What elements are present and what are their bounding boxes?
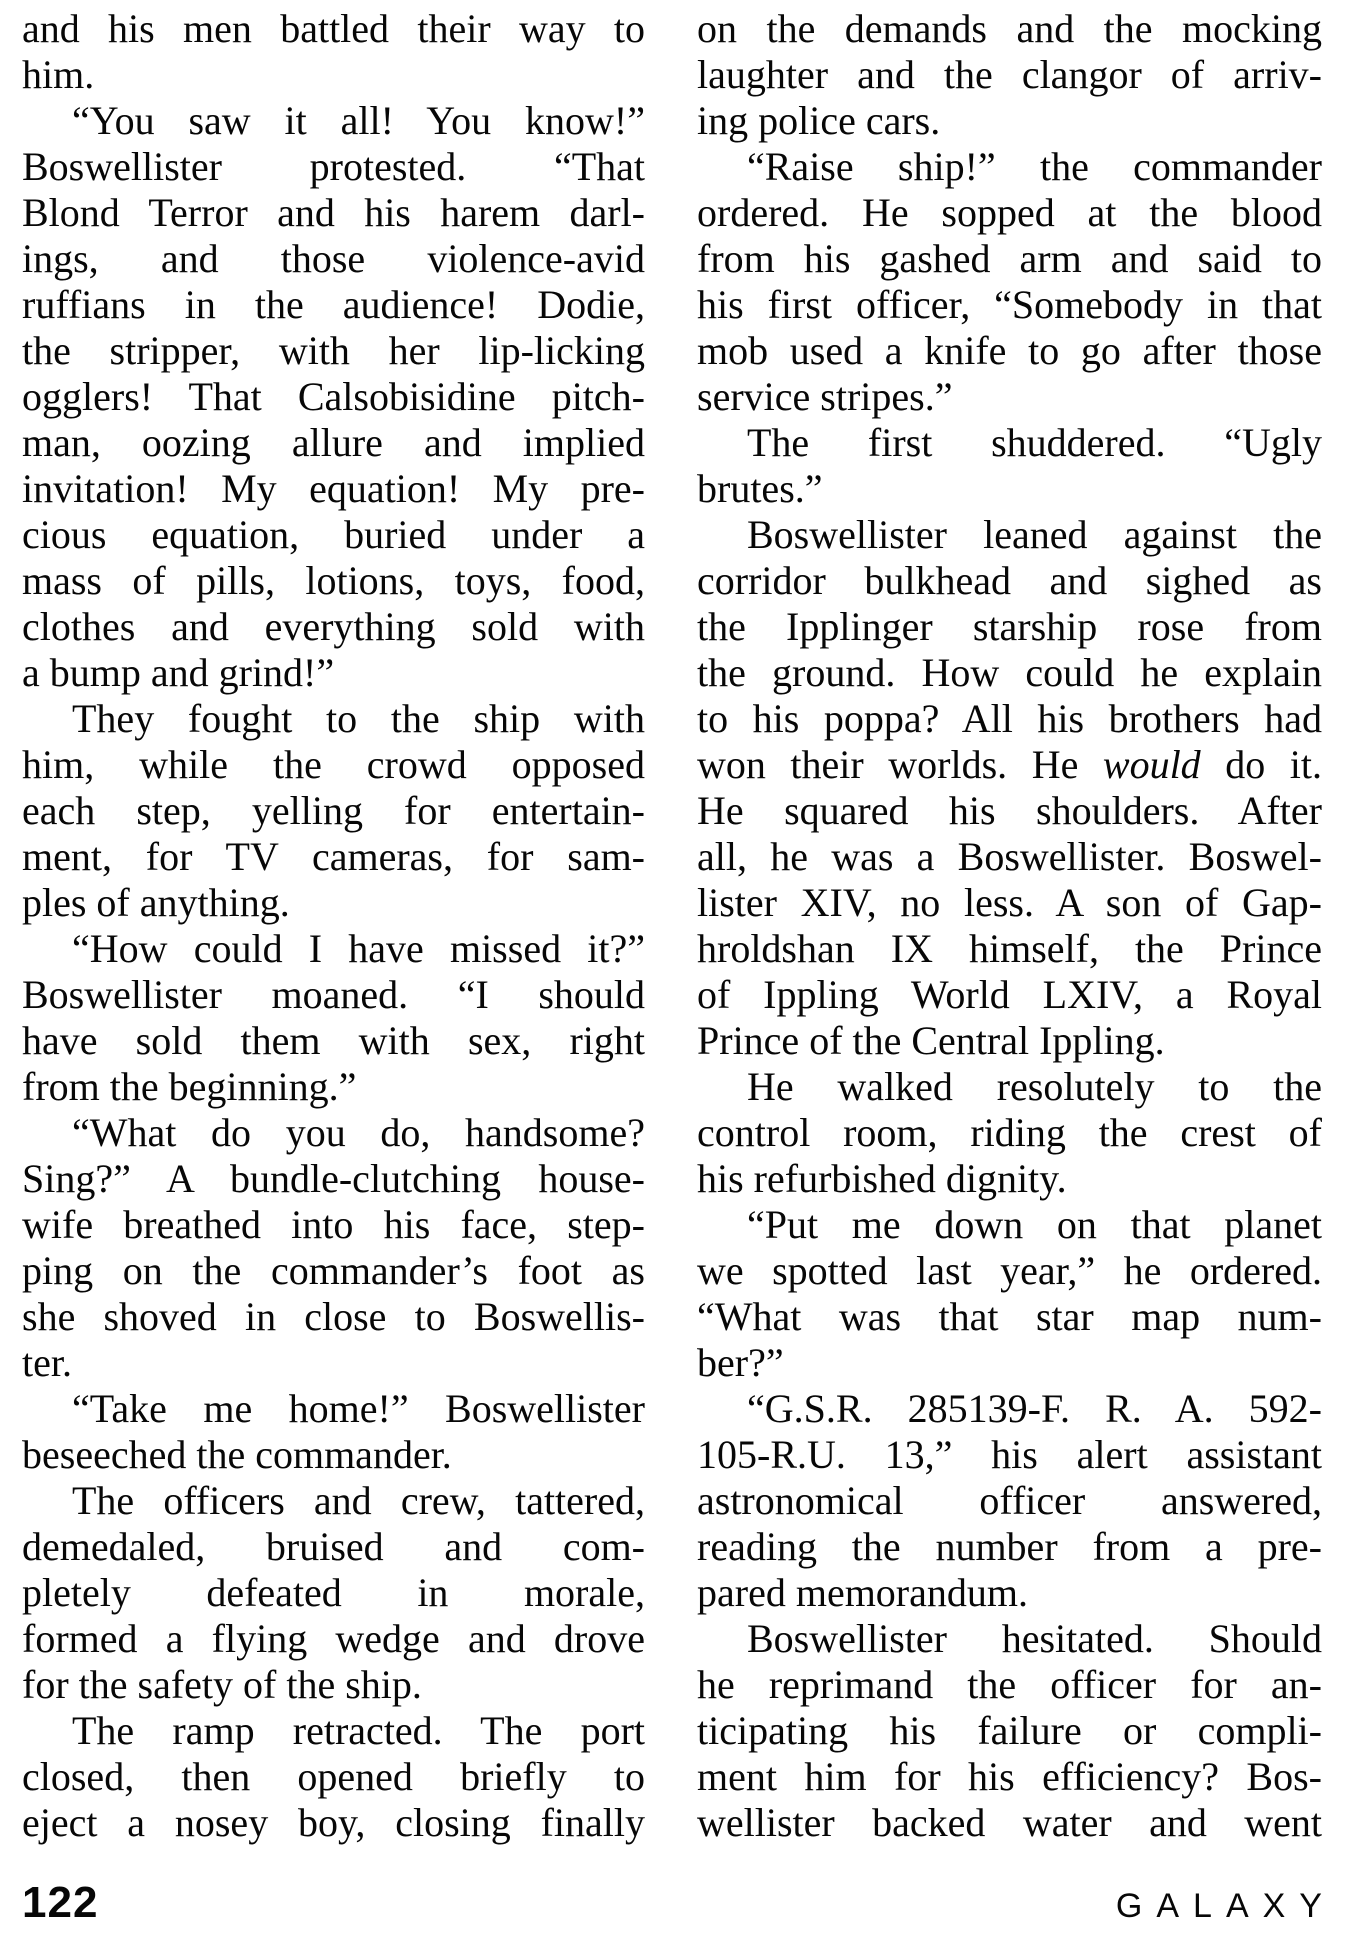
text-line: ping on the commander’s foot as bbox=[22, 1248, 645, 1293]
text-line: wife breathed into his face, step- bbox=[22, 1202, 645, 1247]
text-line: control room, riding the crest of bbox=[697, 1110, 1322, 1155]
text-line: ber?” bbox=[697, 1340, 784, 1385]
text-line: Sing?” A bundle-clutching house- bbox=[22, 1156, 645, 1201]
text-line: demedaled, bruised and com- bbox=[22, 1524, 645, 1569]
text-line: Boswellister moaned. “I should bbox=[22, 972, 645, 1017]
text-line: hroldshan IX himself, the Prince bbox=[697, 926, 1322, 971]
text-line: formed a flying wedge and drove bbox=[22, 1616, 645, 1661]
text-line: ings, and those violence-avid bbox=[22, 236, 645, 281]
text-line: pletely defeated in morale, bbox=[22, 1570, 645, 1615]
text-line: she shoved in close to Boswellis- bbox=[22, 1294, 645, 1339]
text-line: all, he was a Boswellister. Boswel- bbox=[697, 834, 1322, 879]
text-line: corridor bulkhead and sighed as bbox=[697, 558, 1322, 603]
text-line: beseeched the commander. bbox=[22, 1432, 452, 1477]
text-line: man, oozing allure and implied bbox=[22, 420, 645, 465]
text-line: pared memorandum. bbox=[697, 1570, 1028, 1615]
text-line: Boswellister leaned against the bbox=[747, 512, 1322, 557]
text-line: the Ipplinger starship rose from bbox=[697, 604, 1322, 649]
text-line: Boswellister hesitated. Should bbox=[747, 1616, 1322, 1661]
text-line: we spotted last year,” he ordered. bbox=[697, 1248, 1322, 1293]
text-line: lister XIV, no less. A son of Gap- bbox=[697, 880, 1322, 925]
text-line: Prince of the Central Ippling. bbox=[697, 1018, 1165, 1063]
text-line: The officers and crew, tattered, bbox=[72, 1478, 645, 1523]
text-line: eject a nosey boy, closing finally bbox=[22, 1800, 645, 1845]
text-line: him. bbox=[22, 52, 95, 97]
text-line: closed, then opened briefly to bbox=[22, 1754, 645, 1799]
text-line: mass of pills, lotions, toys, food, bbox=[22, 558, 645, 603]
text-line: the ground. How could he explain bbox=[697, 650, 1322, 695]
text-line: The ramp retracted. The port bbox=[72, 1708, 645, 1753]
text-line: and his men battled their way to bbox=[22, 6, 645, 51]
text-line: “Put me down on that planet bbox=[747, 1202, 1322, 1247]
text-line: mob used a knife to go after those bbox=[697, 328, 1322, 373]
text-line: 105-R.U. 13,” his alert assistant bbox=[697, 1432, 1322, 1477]
text-line: him, while the crowd opposed bbox=[22, 742, 645, 787]
text-line: of Ippling World LXIV, a Royal bbox=[697, 972, 1322, 1017]
text-line: They fought to the ship with bbox=[72, 696, 645, 741]
text-line: ment him for his efficiency? Bos- bbox=[697, 1754, 1322, 1799]
text-line: “What was that star map num- bbox=[697, 1294, 1322, 1339]
text-line: from his gashed arm and said to bbox=[697, 236, 1322, 281]
text-line: ordered. He sopped at the blood bbox=[697, 190, 1322, 235]
text-line: “You saw it all! You know!” bbox=[72, 98, 645, 143]
text-line: he reprimand the officer for an- bbox=[697, 1662, 1322, 1707]
text-line: ment, for TV cameras, for sam- bbox=[22, 834, 645, 879]
text-line: He squared his shoulders. After bbox=[697, 788, 1322, 833]
text-line: astronomical officer answered, bbox=[697, 1478, 1322, 1523]
left-column bbox=[22, 6, 645, 1846]
text-line: “What do you do, handsome? bbox=[72, 1110, 645, 1155]
text-line: cious equation, buried under a bbox=[22, 512, 645, 557]
text-line: wellister backed water and went bbox=[697, 1800, 1322, 1845]
text-line: “Take me home!” Boswellister bbox=[72, 1386, 645, 1431]
text-line: Blond Terror and his harem darl- bbox=[22, 190, 645, 235]
text-line: his first officer, “Somebody in that bbox=[697, 282, 1322, 327]
text-line: ruffians in the audience! Dodie, bbox=[22, 282, 645, 327]
text-line: a bump and grind!” bbox=[22, 650, 335, 695]
text-line: laughter and the clangor of arriv- bbox=[697, 52, 1322, 97]
text-line: have sold them with sex, right bbox=[22, 1018, 645, 1063]
text-line: He walked resolutely to the bbox=[747, 1064, 1322, 1109]
text-line: “G.S.R. 285139-F. R. A. 592- bbox=[747, 1386, 1322, 1431]
text-line: invitation! My equation! My pre- bbox=[22, 466, 645, 511]
text-line: won their worlds. He would do it. bbox=[697, 742, 1322, 787]
text-line: service stripes.” bbox=[697, 374, 953, 419]
text-line: “How could I have missed it?” bbox=[72, 926, 645, 971]
text-line: ticipating his failure or compli- bbox=[697, 1708, 1322, 1753]
text-line: Boswellister protested. “That bbox=[22, 144, 645, 189]
text-line: for the safety of the ship. bbox=[22, 1662, 422, 1707]
text-line: his refurbished dignity. bbox=[697, 1156, 1067, 1201]
text-line: from the beginning.” bbox=[22, 1064, 357, 1109]
text-line: The first shuddered. “Ugly bbox=[747, 420, 1322, 465]
text-line: ogglers! That Calsobisidine pitch- bbox=[22, 374, 645, 419]
text-line: “Raise ship!” the commander bbox=[747, 144, 1322, 189]
text-line: reading the number from a pre- bbox=[697, 1524, 1322, 1569]
page-footer bbox=[22, 1878, 1336, 1928]
text-line: clothes and everything sold with bbox=[22, 604, 645, 649]
text-line: ples of anything. bbox=[22, 880, 290, 925]
text-line: ing police cars. bbox=[697, 98, 941, 143]
magazine-title: GALAXY bbox=[1115, 1887, 1336, 1925]
text-line: to his poppa? All his brothers had bbox=[697, 696, 1322, 741]
text-line: ter. bbox=[22, 1340, 72, 1385]
text-line: each step, yelling for entertain- bbox=[22, 788, 645, 833]
right-column bbox=[697, 6, 1322, 1846]
text-line: on the demands and the mocking bbox=[697, 6, 1322, 51]
text-line: brutes.” bbox=[697, 466, 823, 511]
page-number: 122 bbox=[22, 1878, 99, 1927]
text-line: the stripper, with her lip-licking bbox=[22, 328, 645, 373]
